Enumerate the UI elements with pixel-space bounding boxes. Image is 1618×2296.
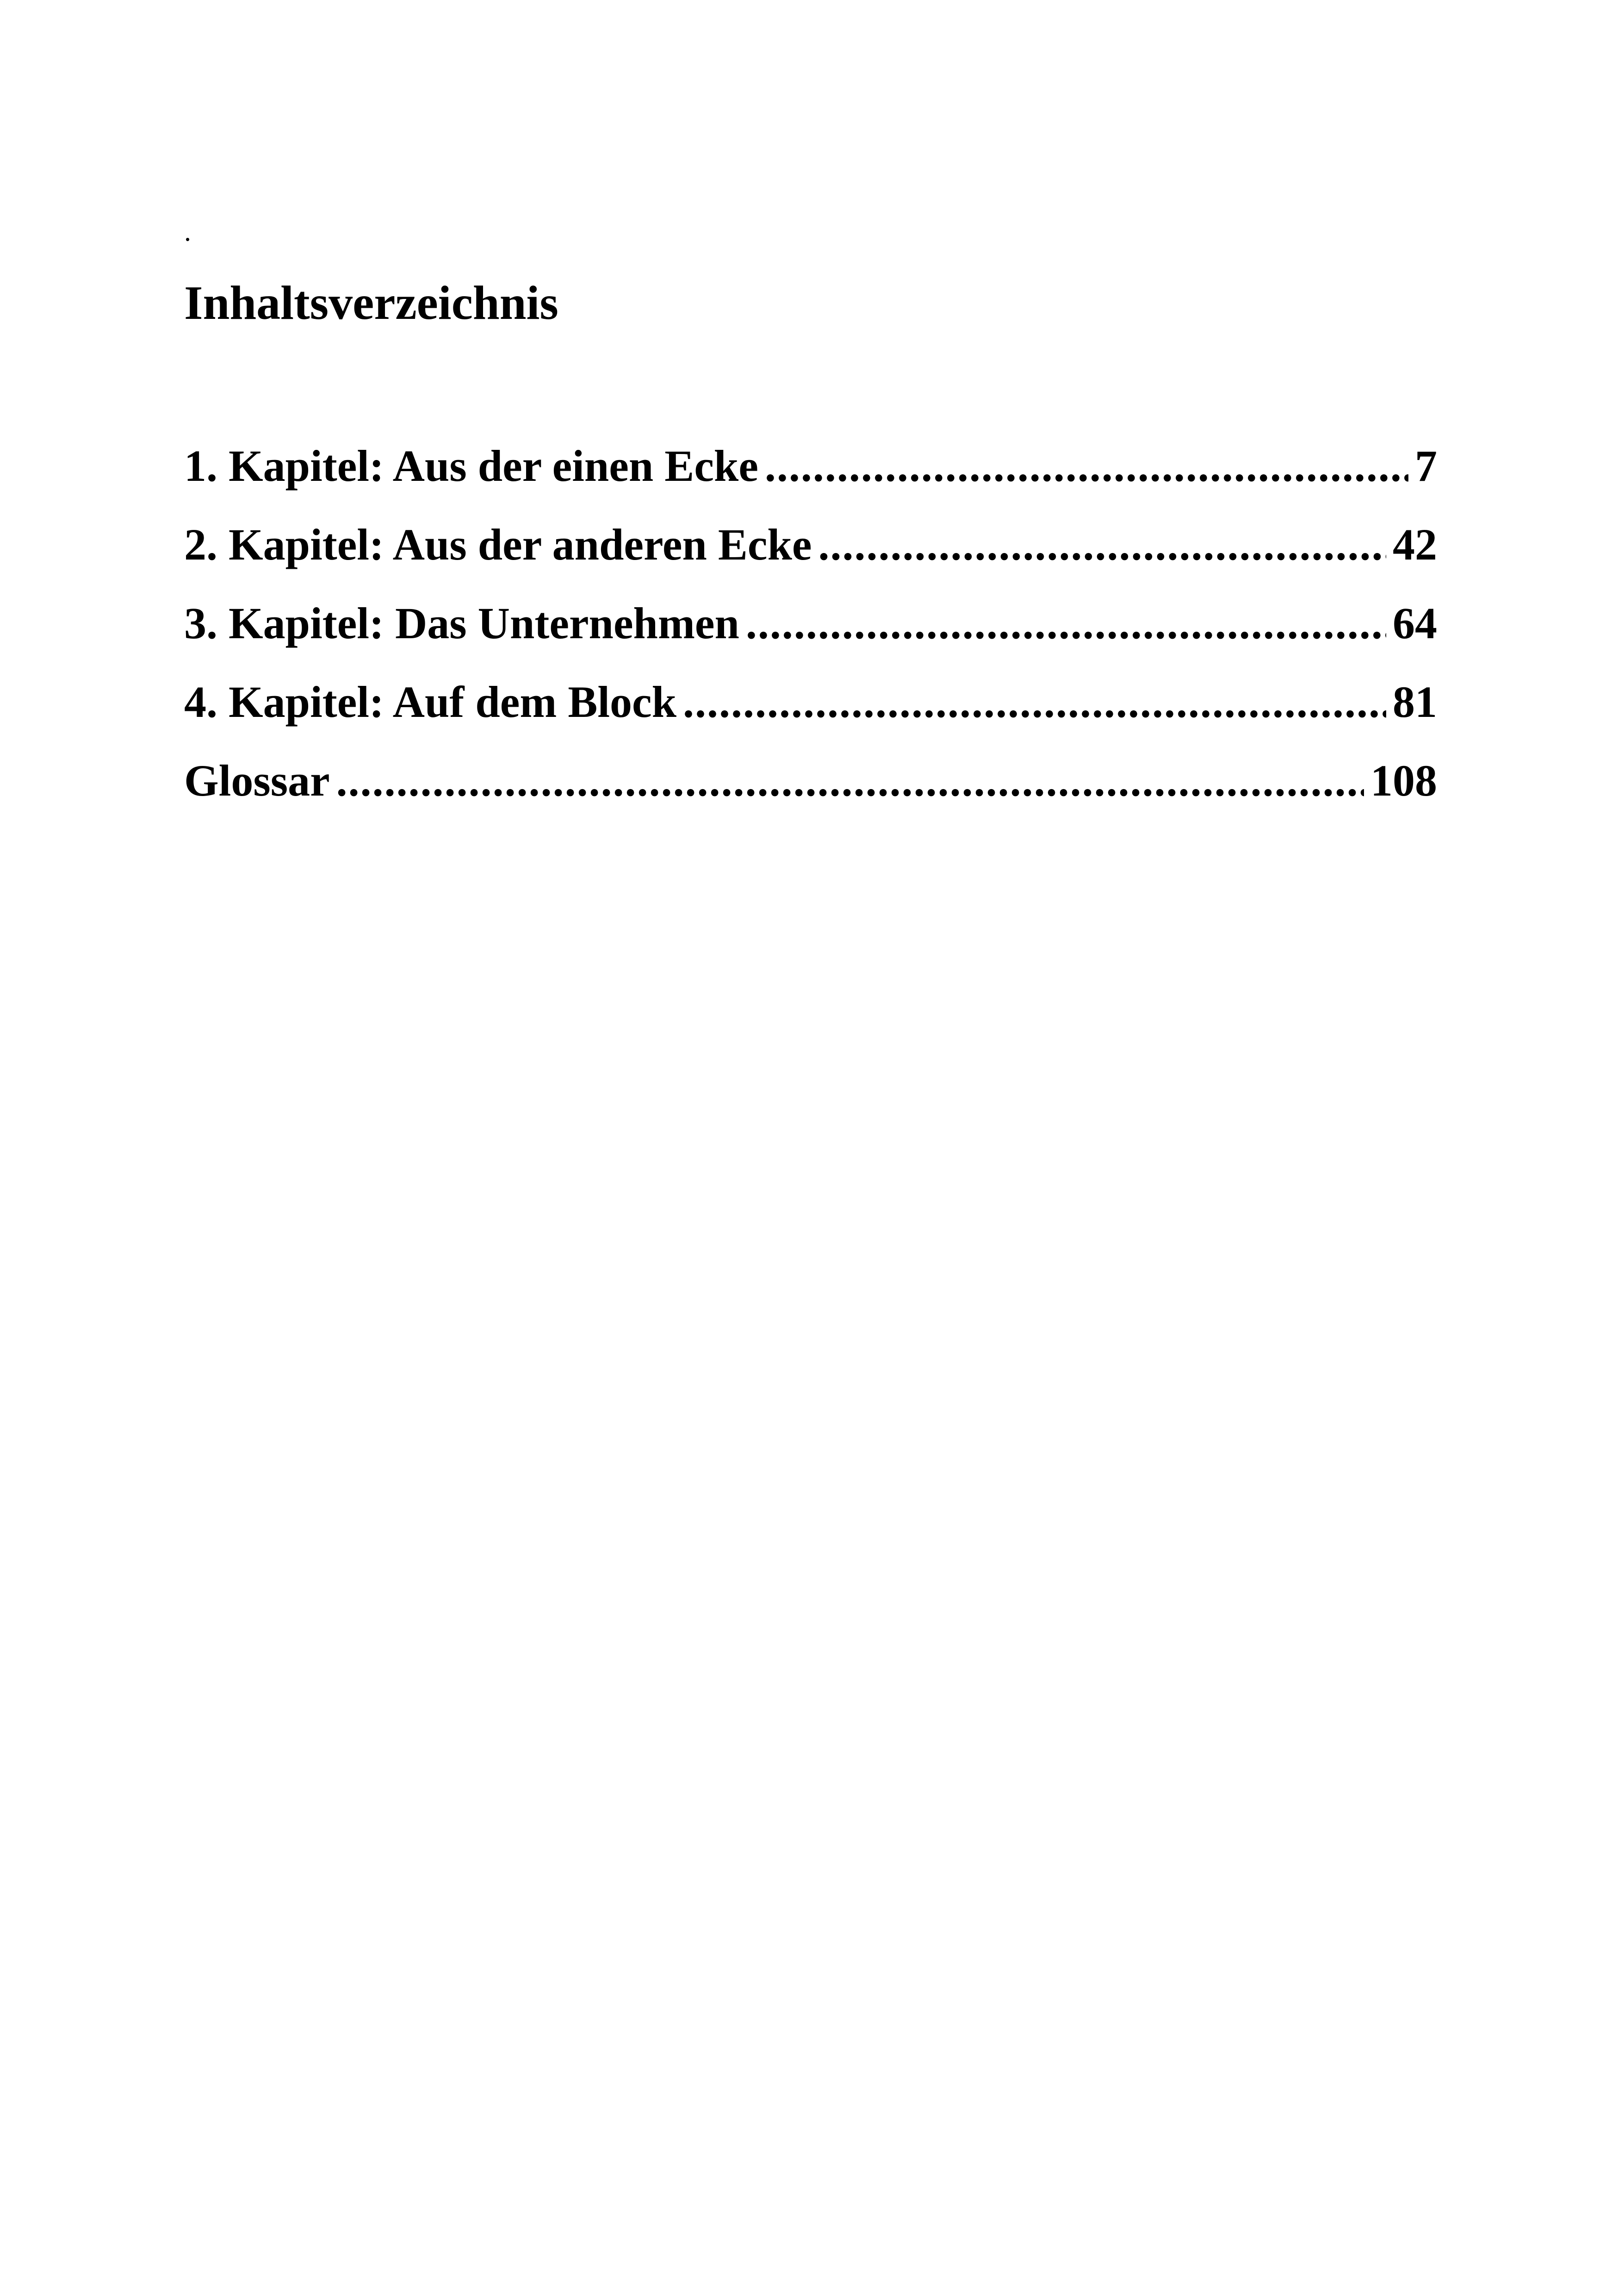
toc-dot-leader [765,441,1408,492]
toc-dot-leader [746,598,1386,649]
toc-dot-leader [336,755,1364,806]
toc-entry-title: 2. Kapitel: Aus der anderen Ecke [184,520,812,569]
toc-entry-title: Glossar [184,756,330,805]
toc-entry-page-number: 64 [1393,598,1437,648]
toc-entry-page-number: 108 [1370,756,1437,805]
toc-entry-chapter-1[interactable] [184,441,1437,519]
toc-heading: Inhaltsverzeichnis [184,276,558,330]
toc-dot-leader [818,519,1386,570]
toc-entry-chapter-2[interactable] [184,519,1437,598]
page-marker: . [184,216,191,247]
toc-entry-title: 1. Kapitel: Aus der einen Ecke [184,441,758,491]
toc-dot-leader [683,677,1386,728]
toc-entry-title: 4. Kapitel: Auf dem Block [184,677,677,727]
toc-entry-title: 3. Kapitel: Das Unternehmen [184,598,739,648]
toc-entry-page-number: 81 [1393,677,1437,727]
toc-entry-chapter-4[interactable] [184,677,1437,755]
toc-entry-page-number: 42 [1393,520,1437,569]
table-of-contents [184,441,1437,834]
toc-entry-page-number: 7 [1415,441,1437,491]
toc-entry-glossary[interactable] [184,755,1437,834]
toc-entry-chapter-3[interactable] [184,598,1437,677]
